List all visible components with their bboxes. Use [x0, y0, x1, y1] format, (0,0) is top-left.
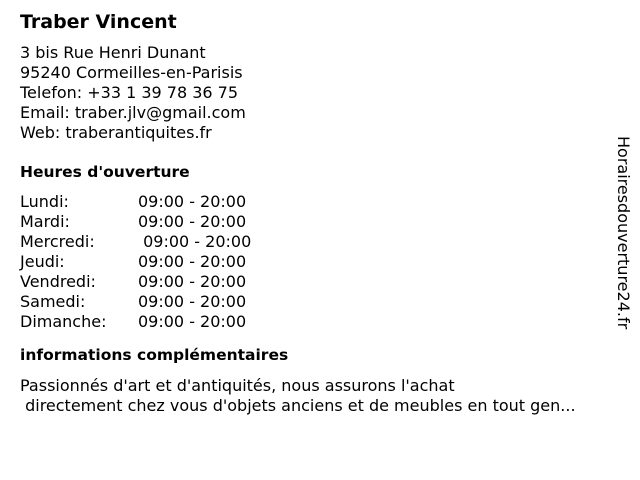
- phone-number[interactable]: Telefon: +33 1 39 78 36 75: [20, 83, 239, 102]
- time-range: 09:00 - 20:00: [138, 212, 247, 231]
- time-range: 09:00 - 20:00: [138, 272, 247, 291]
- additional-info-text: [20, 376, 620, 416]
- day-label: Mercredi:: [20, 232, 95, 251]
- day-label: Lundi:: [20, 192, 69, 211]
- day-label: Samedi:: [20, 292, 86, 311]
- info-line: directement chez vous d'objets anciens et de meubles en tout gen...: [20, 396, 576, 415]
- website[interactable]: Web: traberantiquites.fr: [20, 123, 212, 142]
- time-range: 09:00 - 20:00: [138, 192, 247, 211]
- hours-row-thursday: [20, 252, 620, 272]
- email-address[interactable]: Email: traber.jlv@gmail.com: [20, 103, 246, 122]
- day-label: Dimanche:: [20, 312, 107, 331]
- info-line: Passionnés d'art et d'antiquités, nous assurons l'achat: [20, 376, 455, 395]
- hours-row-saturday: [20, 292, 620, 312]
- day-label: Vendredi:: [20, 272, 96, 291]
- hours-row-tuesday: [20, 212, 620, 232]
- time-range: 09:00 - 20:00: [138, 292, 247, 311]
- time-range: 09:00 - 20:00: [138, 252, 247, 271]
- time-range: 09:00 - 20:00: [138, 312, 247, 331]
- city-postal: 95240 Cormeilles-en-Parisis: [20, 63, 243, 82]
- additional-info-heading: informations complémentaires: [20, 346, 289, 364]
- site-watermark: Horairesdouverture24.fr: [614, 136, 633, 330]
- hours-row-wednesday: [20, 232, 620, 252]
- business-name: Traber Vincent: [20, 11, 177, 33]
- hours-row-monday: [20, 192, 620, 212]
- day-label: Mardi:: [20, 212, 70, 231]
- hours-row-sunday: [20, 312, 620, 332]
- opening-hours-heading: Heures d'ouverture: [20, 163, 190, 181]
- business-card: [20, 10, 620, 416]
- day-label: Jeudi:: [20, 252, 65, 271]
- contact-block: [20, 43, 620, 143]
- opening-hours-table: [20, 192, 620, 332]
- time-range: 09:00 - 20:00: [138, 232, 252, 251]
- hours-row-friday: [20, 272, 620, 292]
- street-address: 3 bis Rue Henri Dunant: [20, 43, 206, 62]
